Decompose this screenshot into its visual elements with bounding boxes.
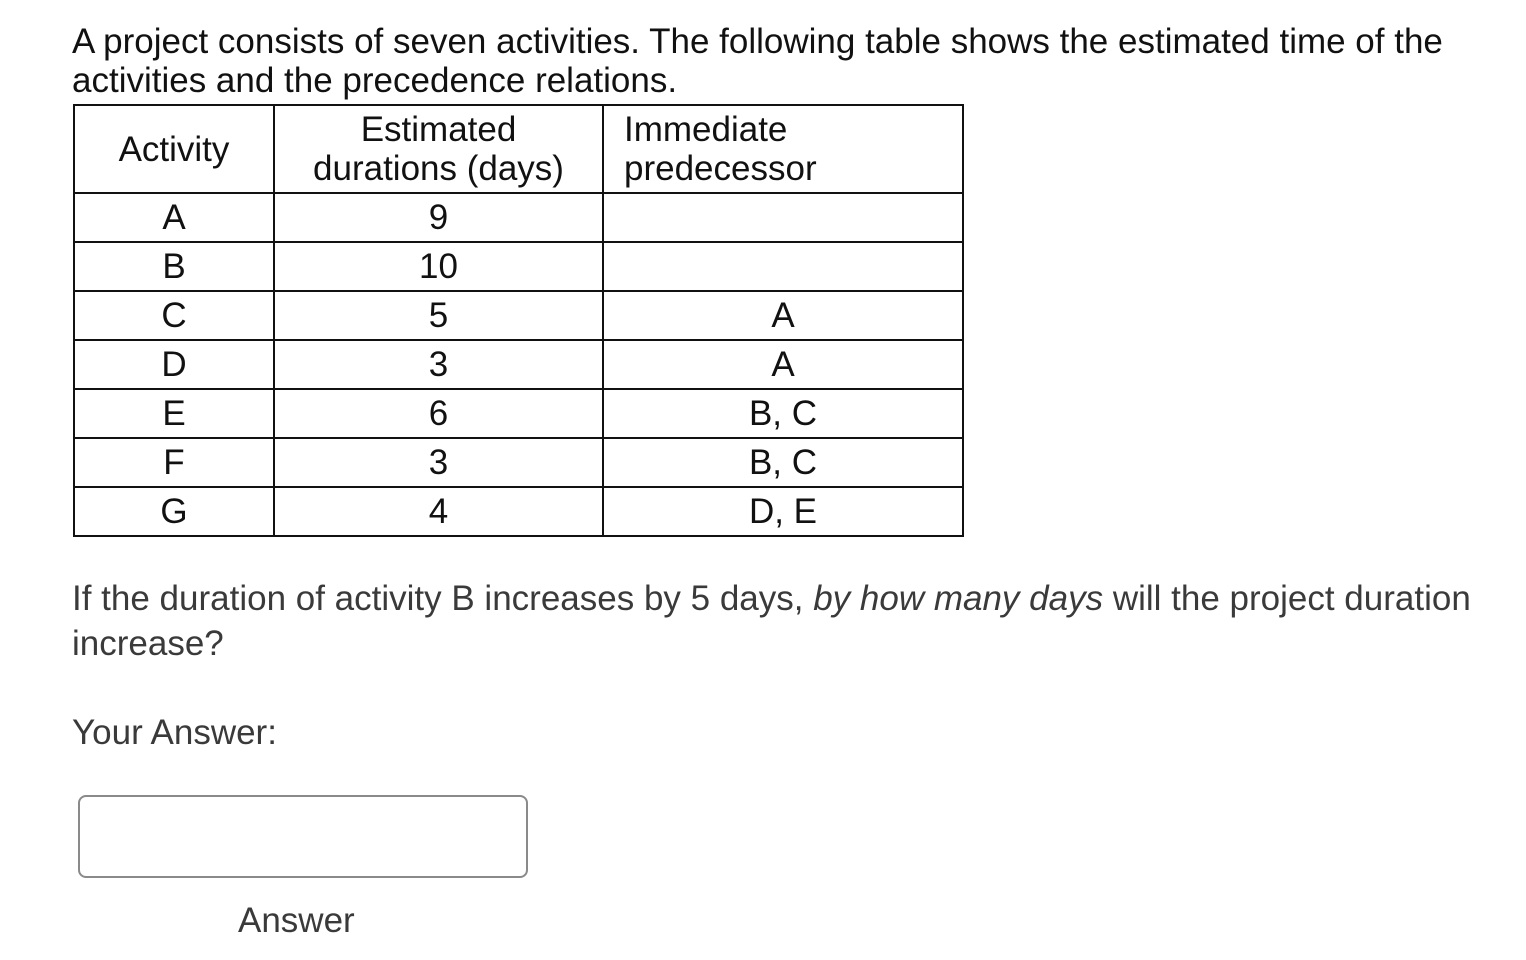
table-row [74,242,963,291]
header-duration-line1: Estimated [360,110,517,149]
question-text [72,576,1492,666]
question-emphasis: by how many days [813,579,1104,618]
answer-input[interactable] [78,795,528,878]
header-activity: Activity [74,105,274,193]
cell-predecessor: D, E [603,487,963,536]
header-predecessor-line1: Immediate [624,110,788,149]
cell-activity: F [74,438,274,487]
table-row [74,389,963,438]
cell-activity: E [74,389,274,438]
table-header-row [74,105,963,193]
table-row [74,193,963,242]
table-row [74,291,963,340]
table-row [74,487,963,536]
cell-predecessor [603,242,963,291]
cell-duration: 4 [274,487,603,536]
header-predecessor [603,105,963,193]
cell-duration: 10 [274,242,603,291]
cell-predecessor: A [603,291,963,340]
cell-activity: A [74,193,274,242]
cell-duration: 3 [274,340,603,389]
cell-activity: G [74,487,274,536]
cell-predecessor [603,193,963,242]
cell-activity: D [74,340,274,389]
cell-predecessor: B, C [603,438,963,487]
question-part1: If the duration of activity B increases by 5 days, [72,579,814,618]
question-part2: will the project duration increase? [72,579,1471,663]
your-answer-label: Your Answer: [72,713,277,752]
header-duration-line2: durations (days) [313,149,564,188]
cell-predecessor: B, C [603,389,963,438]
cell-activity: B [74,242,274,291]
activity-table [73,104,964,537]
cell-duration: 5 [274,291,603,340]
cell-duration: 6 [274,389,603,438]
cell-duration: 9 [274,193,603,242]
answer-caption: Answer [238,901,355,940]
problem-intro: A project consists of seven activities. The following table shows the estimated time of the activities and the precedence relations. [72,22,1443,100]
header-duration [274,105,603,193]
table-row [74,438,963,487]
cell-predecessor: A [603,340,963,389]
header-predecessor-line2: predecessor [624,149,817,188]
cell-duration: 3 [274,438,603,487]
table-row [74,340,963,389]
cell-activity: C [74,291,274,340]
